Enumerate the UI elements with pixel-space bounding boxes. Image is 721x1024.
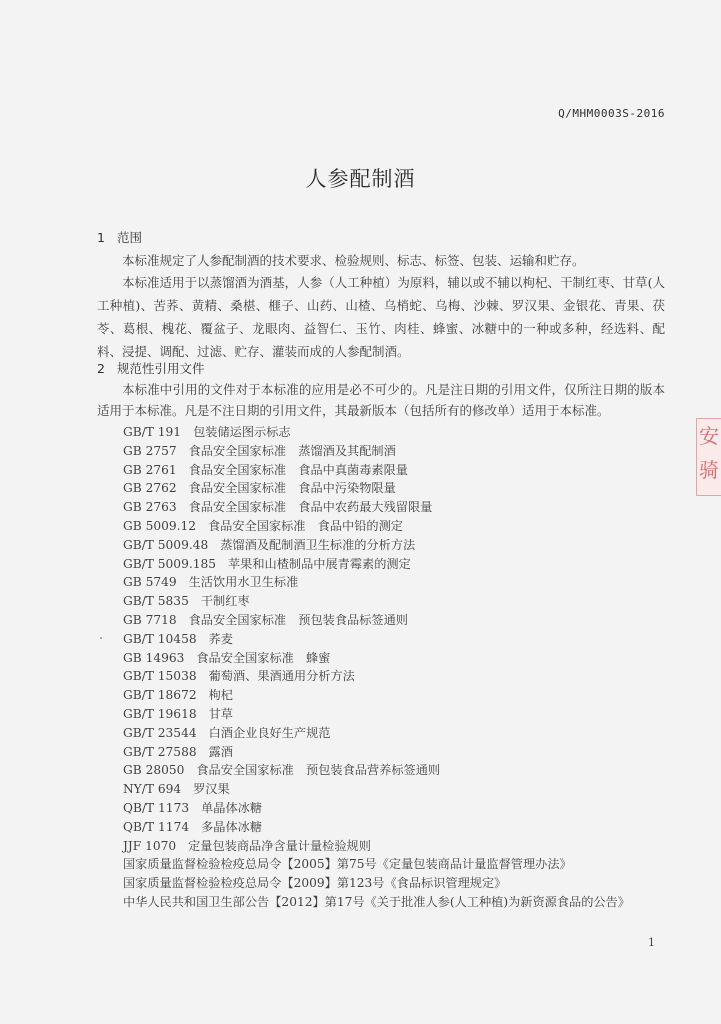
section-title: 范围 bbox=[116, 230, 142, 245]
reference-item bbox=[123, 592, 630, 611]
reference-item bbox=[123, 761, 630, 780]
reference-code: GB 2762 bbox=[123, 481, 177, 496]
reference-code: GB/T 191 bbox=[123, 425, 182, 439]
reference-title: 食品安全国家标准 食品中污染物限量 bbox=[188, 481, 396, 496]
reference-title: 蒸馏酒及配制酒卫生标准的分析方法 bbox=[220, 537, 416, 552]
reference-title: 食品安全国家标准 食品中铅的测定 bbox=[207, 518, 403, 533]
reference-item bbox=[123, 780, 630, 799]
reference-item bbox=[123, 611, 630, 630]
reference-title: 露酒 bbox=[208, 744, 233, 759]
reference-item bbox=[123, 573, 630, 592]
reference-title: 苹果和山楂制品中展青霉素的测定 bbox=[227, 556, 411, 571]
reference-title: 国家质量监督检验检疫总局令【2009】第123号《食品标识管理规定》 bbox=[123, 876, 507, 891]
page-number: 1 bbox=[648, 936, 655, 949]
scan-speck bbox=[100, 637, 102, 639]
reference-item bbox=[123, 555, 630, 574]
reference-title: 生活饮用水卫生标准 bbox=[188, 575, 299, 590]
reference-title: 食品安全国家标准 食品中农药最大残留限量 bbox=[188, 500, 433, 515]
reference-code: GB/T 15038 bbox=[123, 669, 197, 684]
reference-item bbox=[123, 686, 630, 705]
reference-code: GB/T 10458 bbox=[123, 631, 197, 646]
reference-item bbox=[123, 893, 630, 912]
reference-item bbox=[123, 461, 630, 480]
reference-code: JJF 1070 bbox=[123, 838, 177, 853]
document-code: Q/MHM0003S-2016 bbox=[558, 107, 665, 120]
reference-code: NY/T 694 bbox=[123, 782, 182, 797]
reference-title: 单晶体冰糖 bbox=[201, 800, 263, 815]
reference-code: GB 2757 bbox=[123, 443, 177, 458]
reference-title: 白酒企业良好生产规范 bbox=[208, 725, 331, 740]
reference-title: 定量包装商品净含量计量检验规则 bbox=[188, 838, 371, 853]
reference-title: 荞麦 bbox=[208, 631, 233, 646]
reference-code: GB 2763 bbox=[123, 500, 177, 515]
reference-item bbox=[123, 667, 630, 686]
reference-item bbox=[123, 705, 630, 724]
reference-code: GB 5009.12 bbox=[123, 518, 196, 533]
section-2-heading bbox=[97, 359, 205, 377]
reference-code: GB 28050 bbox=[123, 763, 185, 778]
reference-code: GB 2761 bbox=[123, 462, 177, 477]
reference-item bbox=[123, 799, 630, 818]
seal-stamp bbox=[696, 418, 721, 496]
reference-item bbox=[123, 837, 630, 856]
reference-code: GB/T 18672 bbox=[123, 688, 197, 703]
reference-title: 中华人民共和国卫生部公告【2012】第17号《关于批准人参(人工种植)为新资源食品的公告》 bbox=[123, 894, 630, 909]
scope-paragraph-1: 本标准规定了人参配制酒的技术要求、检验规则、标志、标签、包装、运输和贮存。 bbox=[122, 253, 585, 268]
reference-title: 甘草 bbox=[208, 706, 233, 721]
reference-title: 食品安全国家标准 预包装食品标签通则 bbox=[188, 612, 408, 627]
reference-code: QB/T 1174 bbox=[123, 819, 190, 834]
reference-title: 食品安全国家标准 蜂蜜 bbox=[196, 650, 331, 665]
section-number: 2 bbox=[97, 361, 105, 376]
reference-code: GB/T 5835 bbox=[123, 594, 189, 609]
reference-title: 国家质量监督检验检疫总局令【2005】第75号《定量包装商品计量监督管理办法》 bbox=[123, 857, 572, 872]
reference-title: 食品安全国家标准 预包装食品营养标签通则 bbox=[196, 763, 441, 778]
reference-code: GB/T 5009.48 bbox=[123, 537, 209, 552]
reference-item bbox=[123, 479, 630, 498]
stamp-char: 骑 bbox=[699, 458, 719, 482]
reference-title: 食品安全国家标准 蒸馏酒及其配制酒 bbox=[188, 443, 396, 458]
reference-title: 食品安全国家标准 食品中真菌毒素限量 bbox=[188, 462, 408, 477]
reference-item bbox=[123, 442, 630, 461]
reference-item bbox=[123, 423, 630, 442]
section-title: 规范性引用文件 bbox=[116, 361, 205, 376]
reference-code: GB 5749 bbox=[123, 575, 177, 590]
reference-title: 枸杞 bbox=[208, 688, 233, 703]
section-1-heading bbox=[97, 228, 142, 246]
stamp-char: 安 bbox=[699, 424, 719, 448]
reference-item bbox=[123, 630, 630, 649]
reference-item bbox=[123, 517, 630, 536]
reference-code: GB/T 5009.185 bbox=[123, 556, 216, 571]
reference-code: QB/T 1173 bbox=[123, 800, 190, 815]
reference-item bbox=[123, 649, 630, 668]
reference-title: 多晶体冰糖 bbox=[201, 819, 263, 834]
scope-paragraph-2: 本标准适用于以蒸馏酒为酒基，人参（人工种植）为原料，辅以或不辅以枸杞、干制红枣、甘草(人工种植)、苦荞、黄精、桑椹、榧子、山药、山楂、乌梢蛇、乌梅、沙棘、罗汉果、金银花、青果、茯苓、葛根、槐花、覆盆子、龙眼肉、益智仁、玉竹、肉桂、蜂蜜、冰糖中的一种或多种，经选料、配料、浸提、调配、过滤、贮存、灌装而成的人参配制酒。 bbox=[97, 275, 665, 359]
reference-code: GB 14963 bbox=[123, 650, 185, 665]
references-intro: 本标准中引用的文件对于本标准的应用是必不可少的。凡是注日期的引用文件，仅所注日期的版本适用于本标准。凡是不注日期的引用文件，其最新版本（包括所有的修改单）适用于本标准。 bbox=[97, 382, 665, 418]
reference-item bbox=[123, 498, 630, 517]
reference-title: 葡萄酒、果酒通用分析方法 bbox=[208, 669, 355, 684]
reference-code: GB/T 23544 bbox=[123, 725, 197, 740]
reference-item bbox=[123, 874, 630, 893]
reference-code: GB/T 27588 bbox=[123, 744, 197, 759]
reference-title: 干制红枣 bbox=[200, 594, 250, 609]
reference-title: 包装储运图示标志 bbox=[193, 425, 291, 439]
reference-item bbox=[123, 536, 630, 555]
document-title: 人参配制酒 bbox=[305, 167, 416, 191]
reference-code: GB 7718 bbox=[123, 612, 177, 627]
reference-title: 罗汉果 bbox=[193, 782, 230, 797]
reference-item bbox=[123, 855, 630, 874]
section-number: 1 bbox=[97, 230, 105, 245]
reference-code: GB/T 19618 bbox=[123, 706, 197, 721]
reference-item bbox=[123, 818, 630, 837]
reference-list bbox=[123, 423, 630, 912]
reference-item bbox=[123, 743, 630, 762]
reference-item bbox=[123, 724, 630, 743]
